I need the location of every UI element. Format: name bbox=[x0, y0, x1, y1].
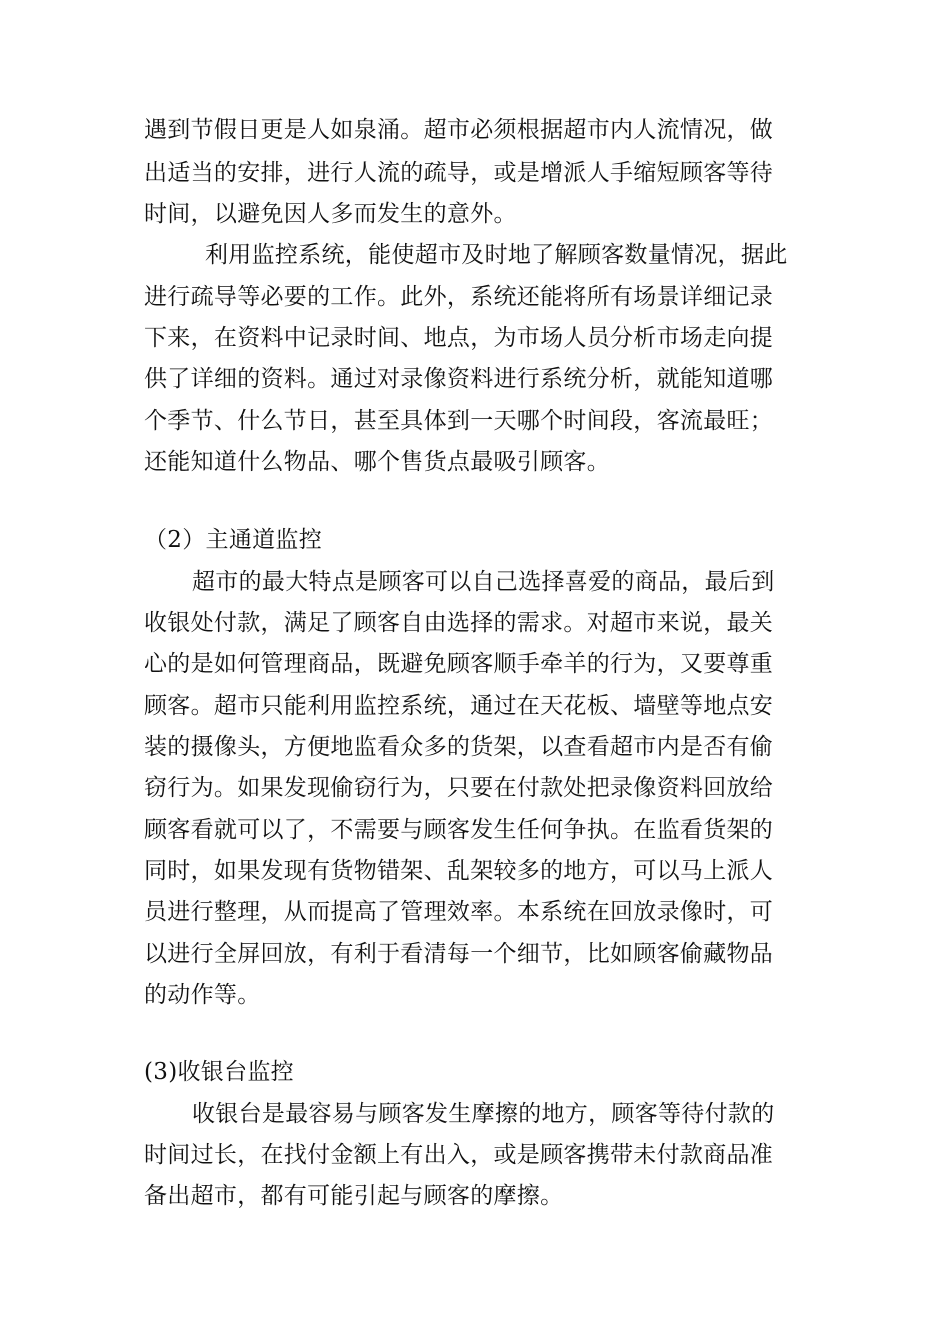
text-line: 同时，如果发现有货物错架、乱架较多的地方，可以马上派人 bbox=[144, 858, 774, 884]
text-line: 超市的最大特点是顾客可以自己选择喜爱的商品，最后到 bbox=[192, 569, 775, 595]
section-heading-main-aisle: （2）主通道监控 bbox=[144, 527, 323, 553]
text-line: 时间，以避免因人多而发生的意外。 bbox=[144, 201, 517, 227]
text-line: 心的是如何管理商品，既避免顾客顺手牵羊的行为，又要尊重 bbox=[144, 651, 774, 677]
text-line: 的动作等。 bbox=[144, 982, 261, 1008]
text-line: 以进行全屏回放，有利于看清每一个细节，比如顾客偷藏物品 bbox=[144, 941, 774, 967]
section-heading-checkout: (3)收银台监控 bbox=[144, 1059, 294, 1085]
text-line: 时间过长，在找付金额上有出入，或是顾客携带未付款商品准 bbox=[144, 1142, 774, 1168]
text-line: 下来，在资料中记录时间、地点，为市场人员分析市场走向提 bbox=[144, 325, 774, 351]
text-line: 员进行整理，从而提高了管理效率。本系统在回放录像时，可 bbox=[144, 899, 774, 925]
text-line: 收银处付款，满足了顾客自由选择的需求。对超市来说，最关 bbox=[144, 610, 774, 636]
text-line: 窃行为。如果发现偷窃行为，只要在付款处把录像资料回放给 bbox=[144, 775, 774, 801]
text-line: 出适当的安排，进行人流的疏导，或是增派人手缩短顾客等待 bbox=[144, 160, 774, 186]
text-line: 进行疏导等必要的工作。此外，系统还能将所有场景详细记录 bbox=[144, 284, 774, 310]
text-line: 遇到节假日更是人如泉涌。超市必须根据超市内人流情况，做 bbox=[144, 117, 774, 143]
text-line: 个季节、什么节日，甚至具体到一天哪个时间段，客流最旺； bbox=[144, 408, 774, 434]
text-line: 装的摄像头，方便地监看众多的货架，以查看超市内是否有偷 bbox=[144, 734, 774, 760]
text-line: 顾客。超市只能利用监控系统，通过在天花板、墙壁等地点安 bbox=[144, 693, 774, 719]
text-line: 收银台是最容易与顾客发生摩擦的地方，顾客等待付款的 bbox=[192, 1101, 775, 1127]
text-line: 供了详细的资料。通过对录像资料进行系统分析，就能知道哪 bbox=[144, 366, 774, 392]
text-line: 利用监控系统，能使超市及时地了解顾客数量情况，据此 bbox=[205, 242, 788, 268]
text-line: 备出超市，都有可能引起与顾客的摩擦。 bbox=[144, 1183, 564, 1209]
text-line: 还能知道什么物品、哪个售货点最吸引顾客。 bbox=[144, 449, 610, 475]
text-line: 顾客看就可以了，不需要与顾客发生任何争执。在监看货架的 bbox=[144, 817, 774, 843]
